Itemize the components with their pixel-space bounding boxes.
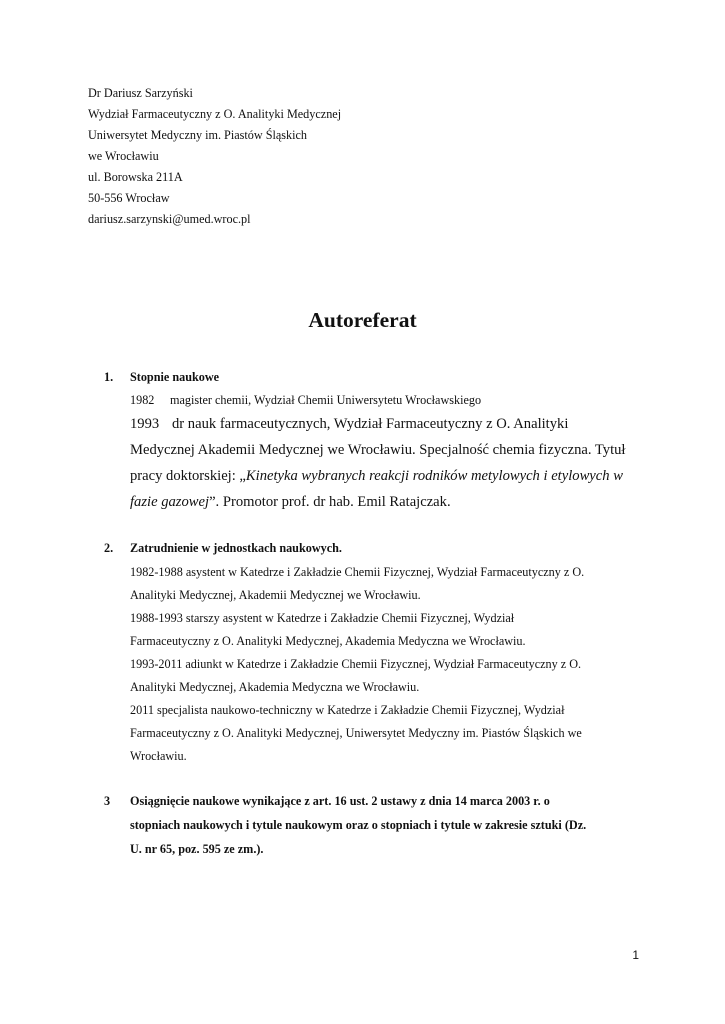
degree-year: 1982 (130, 393, 155, 407)
author-name: Dr Dariusz Sarzyński (88, 86, 193, 100)
employment-line: Wrocławiu. (130, 749, 187, 763)
postal-line: 50-556 Wrocław (88, 191, 170, 205)
employment-line: Farmaceutyczny z O. Analityki Medycznej, Uniwersytet Medyczny im. Piastów Śląskich we (130, 726, 582, 740)
degree-entry (130, 389, 640, 411)
page-number: 1 (632, 948, 639, 962)
section-heading: Stopnie naukowe (130, 370, 220, 384)
email-line: dariusz.sarzynski@umed.wroc.pl (88, 212, 251, 226)
achievement-heading-line: Osiągnięcie naukowe wynikające z art. 16 ust. 2 ustawy z dnia 14 marca 2003 r. o (130, 794, 550, 808)
street-line: ul. Borowska 211A (88, 170, 183, 184)
degree-text: Medycznej Akademii Medycznej we Wrocławiu. Specjalność chemia fizyczna. Tytuł (130, 442, 626, 458)
achievement-heading-line: stopniach naukowych i tytule naukowym oraz o stopniach i tytule w zakresie sztuki (Dz. (130, 818, 587, 832)
faculty-line: Wydział Farmaceutyczny z O. Analityki Medycznej (88, 107, 342, 121)
employment-line: 2011 specjalista naukowo-techniczny w Katedrze i Zakładzie Chemii Fizycznej, Wydział (130, 703, 565, 717)
section-body (130, 561, 640, 768)
section-body (130, 389, 640, 515)
section-body (130, 789, 640, 861)
thesis-title: Kinetyka wybranych reakcji rodników metylowych i etylowych w (245, 468, 623, 484)
section-number: 3 (104, 794, 111, 808)
employment-line: 1993-2011 adiunkt w Katedrze i Zakładzie Chemii Fizycznej, Wydział Farmaceutyczny z O. (130, 657, 582, 671)
degree-text: dr nauk farmaceutycznych, Wydział Farmaceutyczny z O. Analityki (172, 416, 569, 432)
achievement-heading-line: U. nr 65, poz. 595 ze zm.). (130, 842, 264, 856)
document-title: Autoreferat (308, 308, 417, 332)
degree-text: pracy doktorskiej: „ (130, 468, 246, 484)
employment-line: Farmaceutyczny z O. Analityki Medycznej, Akademia Medyczna we Wrocławiu. (130, 634, 526, 648)
employment-line: Analityki Medycznej, Akademia Medyczna we Wrocławiu. (130, 680, 420, 694)
degree-text: magister chemii, Wydział Chemii Uniwersytetu Wrocławskiego (170, 393, 482, 407)
city-line: we Wrocławiu (88, 149, 159, 163)
degree-entry (130, 411, 640, 515)
employment-line: 1982-1988 asystent w Katedrze i Zakładzie Chemii Fizycznej, Wydział Farmaceutyczny z O. (130, 565, 585, 579)
section-number: 1. (104, 370, 114, 384)
university-line: Uniwersytet Medyczny im. Piastów Śląskich (88, 128, 308, 142)
employment-line: Analityki Medycznej, Akademii Medycznej we Wrocławiu. (130, 588, 421, 602)
degree-year: 1993 (130, 416, 160, 432)
supervisor-text: ”. Promotor prof. dr hab. Emil Ratajczak. (209, 494, 451, 510)
author-address-block (88, 83, 341, 230)
section-number: 2. (104, 541, 114, 555)
section-heading: Zatrudnienie w jednostkach naukowych. (130, 541, 342, 555)
employment-line: 1988-1993 starszy asystent w Katedrze i Zakładzie Chemii Fizycznej, Wydział (130, 611, 515, 625)
thesis-title: fazie gazowej (130, 494, 210, 510)
